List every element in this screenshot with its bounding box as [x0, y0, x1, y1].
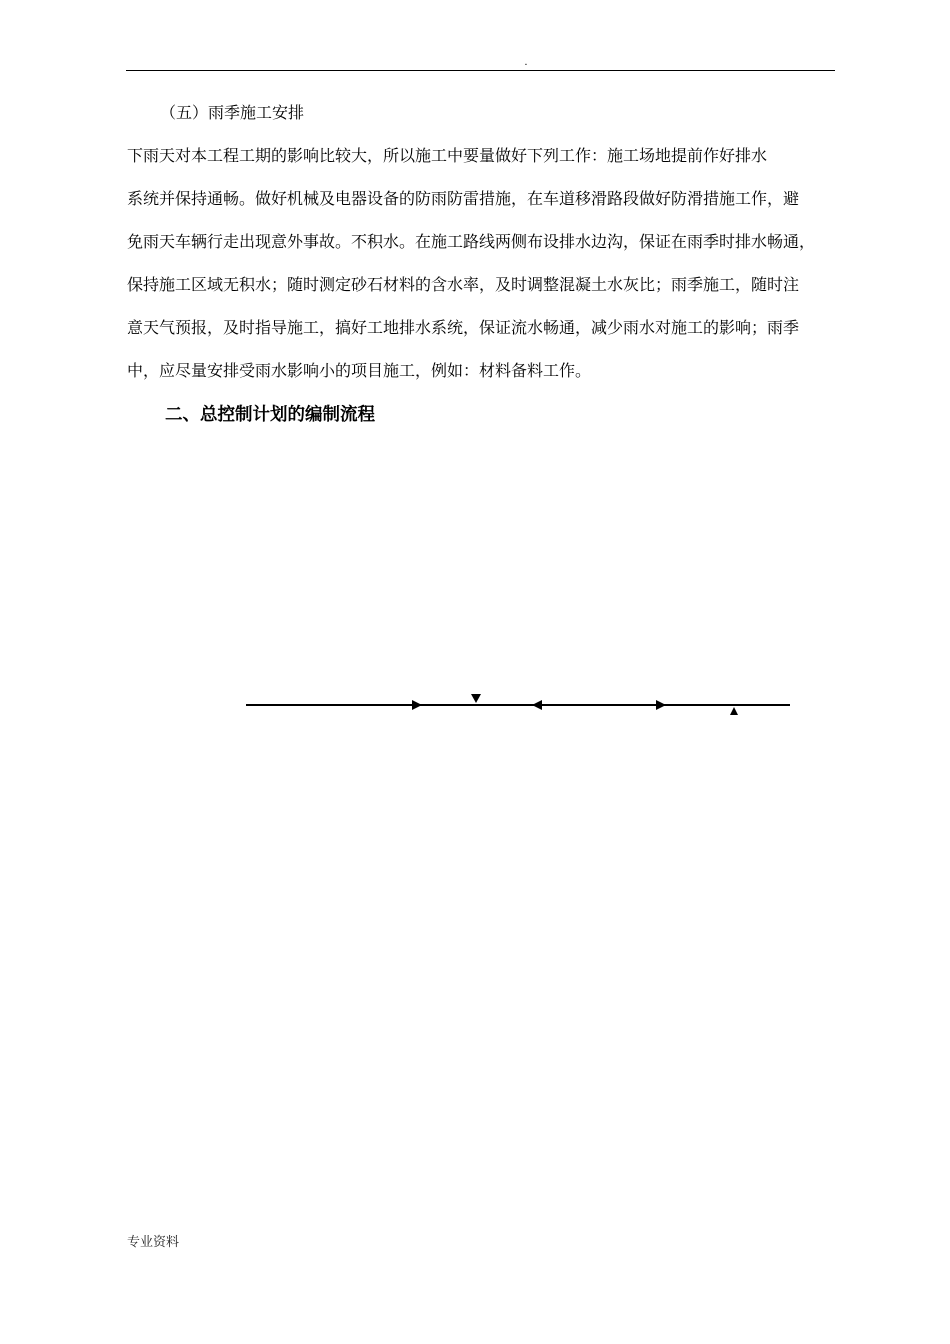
header-rule	[126, 70, 835, 71]
paragraph-line: 保持施工区域无积水；随时测定砂石材料的含水率，及时调整混凝土水灰比；雨季施工，随时注	[127, 275, 800, 294]
flow-diagram	[240, 685, 800, 725]
arrow-right-icon	[412, 700, 422, 710]
section-heading: （五）雨季施工安排	[160, 103, 305, 122]
paragraph-line: 免雨天车辆行走出现意外事故。不积水。在施工路线两侧布设排水边沟，保证在雨季时排水畅通，	[127, 232, 816, 251]
paragraph-line: 系统并保持通畅。做好机械及电器设备的防雨防雷措施，在车道移滑路段做好防滑措施工作，避	[127, 189, 800, 208]
footer-label: 专业资料	[127, 1235, 180, 1250]
arrow-left-icon	[532, 700, 542, 710]
paragraph-line: 意天气预报，及时指导施工，搞好工地排水系统，保证流水畅通，减少雨水对施工的影响；雨季	[127, 318, 800, 337]
paragraph-line: 下雨天对本工程工期的影响比较大，所以施工中要量做好下列工作：施工场地提前作好排水	[127, 146, 768, 165]
section-title: 二、总控制计划的编制流程	[165, 405, 375, 425]
arrow-up-icon	[730, 707, 738, 715]
arrow-right-icon	[656, 700, 666, 710]
header-mark: .	[524, 57, 528, 68]
paragraph-line: 中，应尽量安排受雨水影响小的项目施工，例如：材料备料工作。	[127, 361, 592, 380]
arrow-down-icon	[471, 694, 481, 703]
